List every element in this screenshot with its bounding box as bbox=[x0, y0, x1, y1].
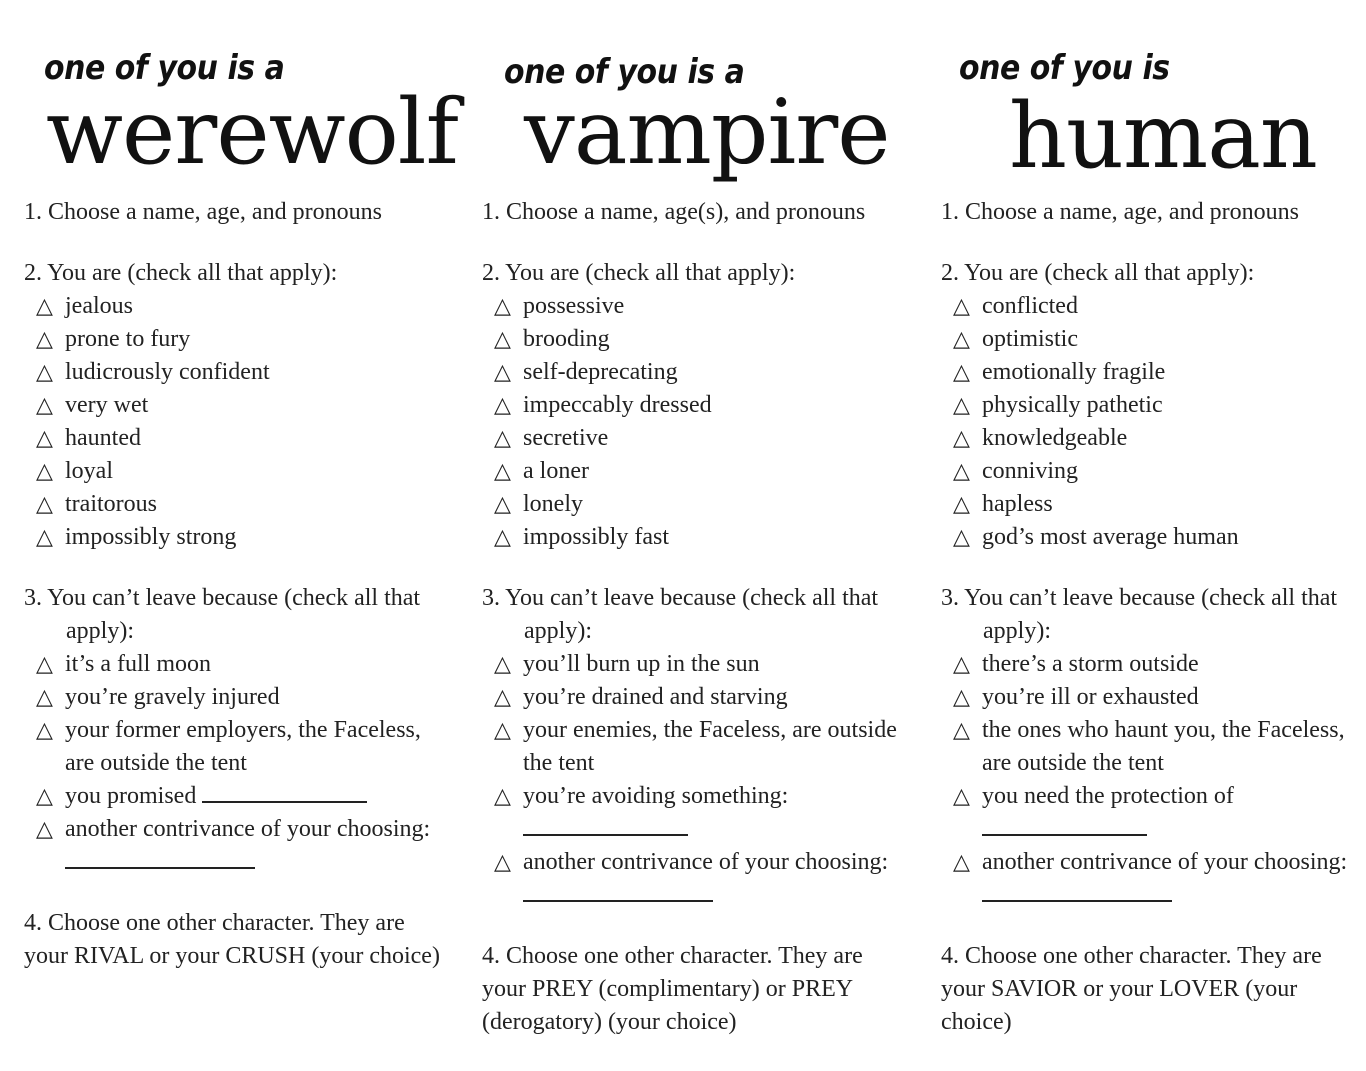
triangle-checkbox-icon[interactable]: △ bbox=[36, 459, 53, 484]
trait-option[interactable] bbox=[24, 356, 444, 389]
trait-label: conniving bbox=[982, 458, 1078, 484]
step-4 bbox=[482, 940, 902, 1039]
step-1-text: 1. Choose a name, age, and pronouns bbox=[24, 199, 382, 225]
trait-option[interactable] bbox=[24, 455, 444, 488]
triangle-checkbox-icon[interactable]: △ bbox=[953, 393, 970, 418]
kicker-text: one of you is bbox=[959, 48, 1170, 88]
trait-label: haunted bbox=[65, 425, 141, 451]
triangle-checkbox-icon[interactable]: △ bbox=[36, 426, 53, 451]
kicker-text: one of you is a bbox=[504, 52, 745, 92]
header-vampire bbox=[482, 0, 902, 200]
reason-list bbox=[941, 648, 1361, 912]
triangle-checkbox-icon[interactable]: △ bbox=[36, 393, 53, 418]
reason-label: another contrivance of your choosing: bbox=[65, 816, 431, 842]
reason-option[interactable] bbox=[24, 648, 444, 681]
trait-option[interactable] bbox=[24, 389, 444, 422]
header-werewolf bbox=[24, 0, 458, 200]
step-1-text: 1. Choose a name, age, and pronouns bbox=[941, 199, 1299, 225]
trait-label: emotionally fragile bbox=[982, 359, 1166, 385]
instructions-human bbox=[941, 196, 1361, 1067]
trait-label: loyal bbox=[65, 458, 113, 484]
reason-option[interactable] bbox=[24, 813, 444, 879]
kicker-text: one of you is a bbox=[44, 48, 285, 88]
trait-option[interactable] bbox=[941, 290, 1361, 323]
reason-option[interactable] bbox=[482, 681, 902, 714]
triangle-checkbox-icon[interactable]: △ bbox=[953, 492, 970, 517]
trait-option[interactable] bbox=[941, 356, 1361, 389]
trait-option[interactable] bbox=[941, 323, 1361, 356]
trait-label: optimistic bbox=[982, 326, 1078, 352]
trait-label: traitorous bbox=[65, 491, 157, 517]
trait-label: hapless bbox=[982, 491, 1053, 517]
reason-label: it’s a full moon bbox=[65, 651, 211, 677]
trait-option[interactable] bbox=[482, 422, 902, 455]
reason-label: the ones who haunt you, the Faceless, are outside the tent bbox=[982, 717, 1345, 776]
trait-label: physically pathetic bbox=[982, 392, 1163, 418]
trait-option[interactable] bbox=[24, 290, 444, 323]
instructions-werewolf bbox=[24, 196, 444, 1001]
fill-in-blank[interactable] bbox=[202, 781, 367, 803]
triangle-checkbox-icon[interactable]: △ bbox=[36, 784, 53, 809]
trait-option[interactable] bbox=[24, 521, 444, 554]
trait-option[interactable] bbox=[482, 356, 902, 389]
step-4-text: 4. Choose one other character. They are your SAVIOR or your LOVER (your choice) bbox=[941, 943, 1322, 1035]
step-2-text: 2. You are (check all that apply): bbox=[482, 260, 796, 286]
triangle-checkbox-icon[interactable]: △ bbox=[494, 525, 511, 550]
step-4-text: 4. Choose one other character. They are your PREY (complimentary) or PREY (derogatory) (your choice) bbox=[482, 943, 863, 1035]
reason-label: there’s a storm outside bbox=[982, 651, 1199, 677]
step-3 bbox=[482, 582, 902, 912]
step-2-text: 2. You are (check all that apply): bbox=[24, 260, 338, 286]
step-2 bbox=[482, 257, 902, 554]
trait-label: self-deprecating bbox=[523, 359, 678, 385]
reason-label: you need the protection of bbox=[982, 783, 1234, 809]
reason-option[interactable] bbox=[24, 780, 444, 813]
triangle-checkbox-icon[interactable]: △ bbox=[953, 784, 970, 809]
triangle-checkbox-icon[interactable]: △ bbox=[36, 525, 53, 550]
role-title-werewolf: werewolf bbox=[46, 80, 458, 185]
reason-option[interactable] bbox=[24, 681, 444, 714]
triangle-checkbox-icon[interactable]: △ bbox=[494, 784, 511, 809]
trait-label: possessive bbox=[523, 293, 625, 319]
triangle-checkbox-icon[interactable]: △ bbox=[953, 294, 970, 319]
column-vampire bbox=[482, 0, 902, 1071]
reason-option[interactable] bbox=[941, 648, 1361, 681]
reason-label: you’ll burn up in the sun bbox=[523, 651, 760, 677]
reason-option[interactable] bbox=[482, 714, 902, 780]
trait-option[interactable] bbox=[482, 488, 902, 521]
triangle-checkbox-icon[interactable]: △ bbox=[953, 685, 970, 710]
column-human bbox=[941, 0, 1361, 1071]
trait-label: brooding bbox=[523, 326, 610, 352]
triangle-checkbox-icon[interactable]: △ bbox=[494, 294, 511, 319]
trait-label: impossibly fast bbox=[523, 524, 670, 550]
trait-list bbox=[941, 290, 1361, 554]
triangle-checkbox-icon[interactable]: △ bbox=[494, 685, 511, 710]
step-4 bbox=[24, 907, 444, 973]
trait-option[interactable] bbox=[24, 323, 444, 356]
triangle-checkbox-icon[interactable]: △ bbox=[36, 327, 53, 352]
triangle-checkbox-icon[interactable]: △ bbox=[36, 294, 53, 319]
step-1 bbox=[482, 196, 902, 229]
trait-label: impossibly strong bbox=[65, 524, 237, 550]
column-werewolf bbox=[24, 0, 458, 1071]
trait-option[interactable] bbox=[941, 488, 1361, 521]
triangle-checkbox-icon[interactable]: △ bbox=[494, 850, 511, 875]
trait-label: conflicted bbox=[982, 293, 1078, 319]
reason-option[interactable] bbox=[941, 846, 1361, 912]
trait-option[interactable] bbox=[482, 455, 902, 488]
trait-option[interactable] bbox=[482, 290, 902, 323]
instructions-vampire bbox=[482, 196, 902, 1067]
step-2 bbox=[941, 257, 1361, 554]
trait-option[interactable] bbox=[482, 521, 902, 554]
triangle-checkbox-icon[interactable]: △ bbox=[494, 327, 511, 352]
trait-option[interactable] bbox=[482, 323, 902, 356]
trait-option[interactable] bbox=[24, 422, 444, 455]
reason-option[interactable] bbox=[941, 780, 1361, 846]
step-1-text: 1. Choose a name, age(s), and pronouns bbox=[482, 199, 866, 225]
trait-label: god’s most average human bbox=[982, 524, 1239, 550]
reason-label: your former employers, the Faceless, are outside the tent bbox=[65, 717, 421, 776]
step-3-text: 3. You can’t leave because (check all that apply): bbox=[24, 585, 421, 644]
fill-in-blank[interactable] bbox=[523, 814, 688, 836]
reason-option[interactable] bbox=[482, 846, 902, 912]
step-4-text: 4. Choose one other character. They are your RIVAL or your CRUSH (your choice) bbox=[24, 910, 440, 969]
reason-label: your enemies, the Faceless, are outside the tent bbox=[523, 717, 897, 776]
triangle-checkbox-icon[interactable]: △ bbox=[36, 685, 53, 710]
triangle-checkbox-icon[interactable]: △ bbox=[953, 327, 970, 352]
triangle-checkbox-icon[interactable]: △ bbox=[36, 718, 53, 743]
triangle-checkbox-icon[interactable]: △ bbox=[953, 652, 970, 677]
triangle-checkbox-icon[interactable]: △ bbox=[494, 426, 511, 451]
triangle-checkbox-icon[interactable]: △ bbox=[36, 492, 53, 517]
trait-label: secretive bbox=[523, 425, 609, 451]
fill-in-blank[interactable] bbox=[523, 880, 713, 902]
trait-label: jealous bbox=[65, 293, 133, 319]
step-1 bbox=[941, 196, 1361, 229]
trait-list bbox=[24, 290, 444, 554]
triangle-checkbox-icon[interactable]: △ bbox=[494, 718, 511, 743]
reason-option[interactable] bbox=[941, 681, 1361, 714]
triangle-checkbox-icon[interactable]: △ bbox=[953, 360, 970, 385]
trait-option[interactable] bbox=[941, 422, 1361, 455]
trait-label: impeccably dressed bbox=[523, 392, 712, 418]
step-3-text: 3. You can’t leave because (check all that apply): bbox=[482, 585, 879, 644]
trait-label: prone to fury bbox=[65, 326, 191, 352]
reason-option[interactable] bbox=[941, 714, 1361, 780]
triangle-checkbox-icon[interactable]: △ bbox=[494, 492, 511, 517]
triangle-checkbox-icon[interactable]: △ bbox=[953, 426, 970, 451]
triangle-checkbox-icon[interactable]: △ bbox=[36, 652, 53, 677]
trait-label: a loner bbox=[523, 458, 589, 484]
reason-list bbox=[482, 648, 902, 912]
step-2 bbox=[24, 257, 444, 554]
reason-label: you’re ill or exhausted bbox=[982, 684, 1199, 710]
reason-label: you’re avoiding something: bbox=[523, 783, 789, 809]
step-1 bbox=[24, 196, 444, 229]
triangle-checkbox-icon[interactable]: △ bbox=[36, 360, 53, 385]
triangle-checkbox-icon[interactable]: △ bbox=[494, 459, 511, 484]
step-3-text: 3. You can’t leave because (check all that apply): bbox=[941, 585, 1338, 644]
role-title-human: human bbox=[1009, 84, 1317, 189]
reason-option[interactable] bbox=[482, 780, 902, 846]
fill-in-blank[interactable] bbox=[65, 847, 255, 869]
trait-option[interactable] bbox=[941, 389, 1361, 422]
reason-option[interactable] bbox=[482, 648, 902, 681]
reason-label: you’re drained and starving bbox=[523, 684, 788, 710]
reason-label: another contrivance of your choosing: bbox=[982, 849, 1348, 875]
trait-label: knowledgeable bbox=[982, 425, 1128, 451]
reason-option[interactable] bbox=[24, 714, 444, 780]
reason-label: you’re gravely injured bbox=[65, 684, 280, 710]
trait-option[interactable] bbox=[24, 488, 444, 521]
triangle-checkbox-icon[interactable]: △ bbox=[953, 850, 970, 875]
trait-label: lonely bbox=[523, 491, 583, 517]
trait-list bbox=[482, 290, 902, 554]
fill-in-blank[interactable] bbox=[982, 880, 1172, 902]
step-3 bbox=[24, 582, 444, 879]
step-3 bbox=[941, 582, 1361, 912]
trait-option[interactable] bbox=[941, 521, 1361, 554]
trait-option[interactable] bbox=[941, 455, 1361, 488]
reason-label: you promised bbox=[65, 783, 197, 809]
header-human bbox=[941, 0, 1361, 200]
trait-label: ludicrously confident bbox=[65, 359, 270, 385]
reason-list bbox=[24, 648, 444, 879]
step-2-text: 2. You are (check all that apply): bbox=[941, 260, 1255, 286]
triangle-checkbox-icon[interactable]: △ bbox=[36, 817, 53, 842]
fill-in-blank[interactable] bbox=[982, 814, 1147, 836]
triangle-checkbox-icon[interactable]: △ bbox=[494, 652, 511, 677]
triangle-checkbox-icon[interactable]: △ bbox=[953, 459, 970, 484]
step-4 bbox=[941, 940, 1361, 1039]
triangle-checkbox-icon[interactable]: △ bbox=[953, 525, 970, 550]
trait-label: very wet bbox=[65, 392, 149, 418]
triangle-checkbox-icon[interactable]: △ bbox=[953, 718, 970, 743]
role-title-vampire: vampire bbox=[524, 80, 890, 185]
triangle-checkbox-icon[interactable]: △ bbox=[494, 360, 511, 385]
trait-option[interactable] bbox=[482, 389, 902, 422]
triangle-checkbox-icon[interactable]: △ bbox=[494, 393, 511, 418]
reason-label: another contrivance of your choosing: bbox=[523, 849, 889, 875]
